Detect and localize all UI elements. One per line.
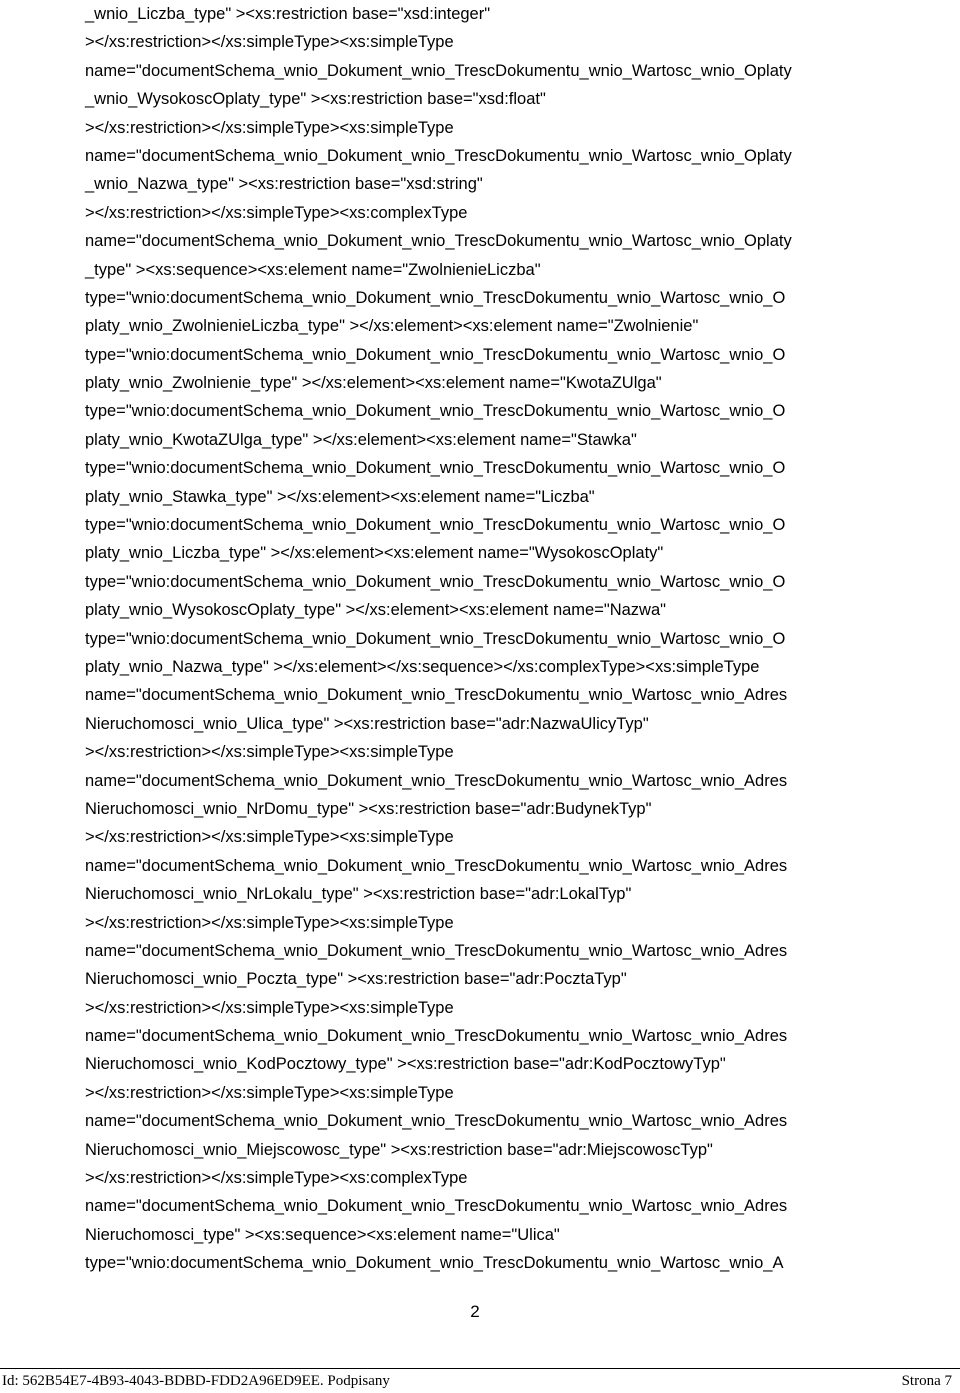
- text-line: platy_wnio_Nazwa_type" ></xs:element></xs:sequence></xs:complexType><xs:simpleType: [85, 657, 760, 676]
- text-line: platy_wnio_Liczba_type" ></xs:element><xs:element name="WysokoscOplaty": [85, 544, 664, 563]
- text-line: ></xs:restriction></xs:simpleType><xs:simpleType: [85, 743, 454, 762]
- text-line: Nieruchomosci_type" ><xs:sequence><xs:element name="Ulica": [85, 1225, 560, 1244]
- text-line: Nieruchomosci_wnio_KodPocztowy_type" ><xs:restriction base="adr:KodPocztowyTyp": [85, 1055, 726, 1074]
- text-line: name="documentSchema_wnio_Dokument_wnio_TrescDokumentu_wnio_Wartosc_wnio_Oplaty: [85, 232, 792, 251]
- text-line: ></xs:restriction></xs:simpleType><xs:simpleType: [85, 913, 454, 932]
- text-line: platy_wnio_Stawka_type" ></xs:element><xs:element name="Liczba": [85, 487, 595, 506]
- text-line: type="wnio:documentSchema_wnio_Dokument_wnio_TrescDokumentu_wnio_Wartosc_wnio_O: [85, 459, 786, 478]
- text-line: platy_wnio_WysokoscOplaty_type" ></xs:element><xs:element name="Nazwa": [85, 601, 667, 620]
- text-line: name="documentSchema_wnio_Dokument_wnio_TrescDokumentu_wnio_Wartosc_wnio_Adres: [85, 1027, 788, 1046]
- text-line: type="wnio:documentSchema_wnio_Dokument_wnio_TrescDokumentu_wnio_Wartosc_wnio_O: [85, 288, 786, 307]
- text-line: name="documentSchema_wnio_Dokument_wnio_TrescDokumentu_wnio_Wartosc_wnio_Adres: [85, 686, 788, 705]
- text-line: ></xs:restriction></xs:simpleType><xs:simpleType: [85, 33, 454, 52]
- text-line: Nieruchomosci_wnio_Miejscowosc_type" ><xs:restriction base="adr:MiejscowoscTyp": [85, 1140, 713, 1159]
- text-line: type="wnio:documentSchema_wnio_Dokument_wnio_TrescDokumentu_wnio_Wartosc_wnio_O: [85, 629, 786, 648]
- text-line: _wnio_Liczba_type" ><xs:restriction base="xsd:integer": [85, 5, 491, 23]
- text-line: type="wnio:documentSchema_wnio_Dokument_wnio_TrescDokumentu_wnio_Wartosc_wnio_O: [85, 572, 786, 591]
- signature-footer: [0, 1368, 960, 1392]
- text-line: name="documentSchema_wnio_Dokument_wnio_TrescDokumentu_wnio_Wartosc_wnio_Adres: [85, 1112, 788, 1131]
- text-line: type="wnio:documentSchema_wnio_Dokument_wnio_TrescDokumentu_wnio_Wartosc_wnio_O: [85, 345, 786, 364]
- text-line: name="documentSchema_wnio_Dokument_wnio_TrescDokumentu_wnio_Wartosc_wnio_Oplaty: [85, 61, 792, 80]
- text-line: type="wnio:documentSchema_wnio_Dokument_wnio_TrescDokumentu_wnio_Wartosc_wnio_A: [85, 1254, 784, 1273]
- text-line: name="documentSchema_wnio_Dokument_wnio_TrescDokumentu_wnio_Wartosc_wnio_Oplaty: [85, 146, 792, 165]
- text-line: ></xs:restriction></xs:simpleType><xs:simpleType: [85, 828, 454, 847]
- footer-page-label: Strona 7: [901, 1373, 952, 1389]
- text-line: ></xs:restriction></xs:simpleType><xs:simpleType: [85, 1083, 454, 1102]
- text-line: name="documentSchema_wnio_Dokument_wnio_TrescDokumentu_wnio_Wartosc_wnio_Adres: [85, 856, 788, 875]
- text-line: Nieruchomosci_wnio_NrDomu_type" ><xs:restriction base="adr:BudynekTyp": [85, 799, 652, 818]
- text-line: ></xs:restriction></xs:simpleType><xs:simpleType: [85, 118, 454, 137]
- text-line: _wnio_Nazwa_type" ><xs:restriction base="xsd:string": [85, 175, 483, 194]
- text-line: platy_wnio_ZwolnienieLiczba_type" ></xs:element><xs:element name="Zwolnienie": [85, 317, 699, 336]
- text-line: type="wnio:documentSchema_wnio_Dokument_wnio_TrescDokumentu_wnio_Wartosc_wnio_O: [85, 402, 786, 421]
- text-line: name="documentSchema_wnio_Dokument_wnio_TrescDokumentu_wnio_Wartosc_wnio_Adres: [85, 1197, 788, 1216]
- text-line: ></xs:restriction></xs:simpleType><xs:complexType: [85, 203, 468, 222]
- text-line: platy_wnio_Zwolnienie_type" ></xs:element><xs:element name="KwotaZUlga": [85, 374, 662, 393]
- text-line: _type" ><xs:sequence><xs:element name="ZwolnienieLiczba": [85, 260, 541, 279]
- text-line: Nieruchomosci_wnio_NrLokalu_type" ><xs:restriction base="adr:LokalTyp": [85, 885, 632, 904]
- text-line: type="wnio:documentSchema_wnio_Dokument_wnio_TrescDokumentu_wnio_Wartosc_wnio_O: [85, 516, 786, 535]
- document-id-text: Id: 562B54E7-4B93-4043-BDBD-FDD2A96ED9EE. Podpisany: [2, 1373, 390, 1389]
- text-line: ></xs:restriction></xs:simpleType><xs:simpleType: [85, 998, 454, 1017]
- text-line: name="documentSchema_wnio_Dokument_wnio_TrescDokumentu_wnio_Wartosc_wnio_Adres: [85, 771, 788, 790]
- text-line: platy_wnio_KwotaZUlga_type" ></xs:element><xs:element name="Stawka": [85, 430, 637, 449]
- text-line: Nieruchomosci_wnio_Ulica_type" ><xs:restriction base="adr:NazwaUlicyTyp": [85, 714, 649, 733]
- document-body: [85, 0, 935, 1278]
- page-number: 2: [470, 1302, 480, 1321]
- text-line: name="documentSchema_wnio_Dokument_wnio_TrescDokumentu_wnio_Wartosc_wnio_Adres: [85, 941, 788, 960]
- text-line: Nieruchomosci_wnio_Poczta_type" ><xs:restriction base="adr:PocztaTyp": [85, 970, 627, 989]
- text-line: _wnio_WysokoscOplaty_type" ><xs:restriction base="xsd:float": [85, 90, 546, 109]
- text-line: ></xs:restriction></xs:simpleType><xs:complexType: [85, 1169, 468, 1188]
